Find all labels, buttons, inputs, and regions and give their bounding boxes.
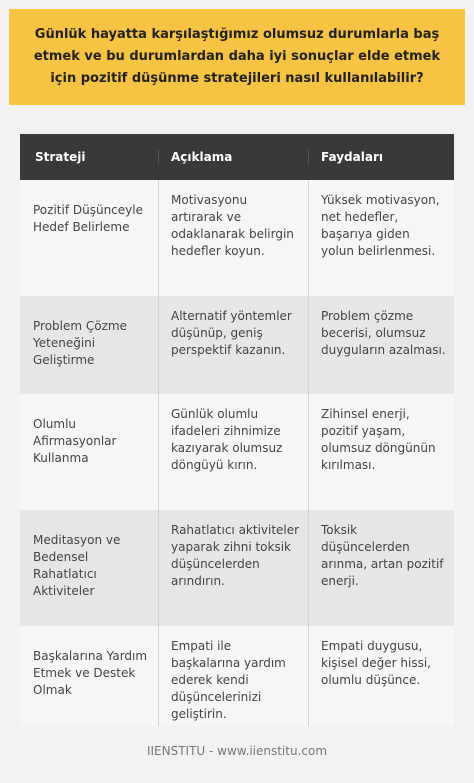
description-cell: Rahatlatıcı aktiviteler yaparak zihni toksik düşüncelerden arındırın. (158, 510, 308, 626)
table-row (20, 394, 454, 510)
table-row (20, 626, 454, 726)
strategy-cell: Problem Çözme Yeteneğini Geliştirme (33, 319, 127, 367)
strategy-cell: Olumlu Afirmasyonlar Kullanma (33, 417, 117, 465)
footer-credit: IIENSTITU - www.iienstitu.com (146, 744, 328, 758)
description-cell: Alternatif yöntemler düşünüp, geniş perspektif kazanın. (158, 296, 308, 394)
benefits-cell: Problem çözme becerisi, olumsuz duyguların azalması. (308, 296, 454, 394)
page-title: Günlük hayatta karşılaştığımız olumsuz durumlarla baş etmek ve bu durumlardan daha iyi sonuçlar elde etmek için pozitif düşünme stratejileri nasıl kullanılabilir? (33, 27, 441, 86)
strategy-cell: Başkalarına Yardım Etmek ve Destek Olmak (33, 649, 148, 697)
benefits-cell: Zihinsel enerji, pozitif yaşam, olumsuz döngünün kırılması. (308, 394, 454, 510)
header-description: Açıklama (158, 150, 308, 164)
header-strategy: Strateji (35, 150, 86, 164)
table-row (20, 510, 454, 626)
benefits-cell: Empati duygusu, kişisel değer hissi, olumlu düşünce. (308, 626, 454, 726)
description-cell: Günlük olumlu ifadeleri zihnimize kazıyarak olumsuz döngüyü kırın. (158, 394, 308, 510)
title-banner (9, 9, 465, 105)
strategy-table (20, 134, 454, 726)
table-row (20, 296, 454, 394)
description-cell: Motivasyonu artırarak ve odaklanarak belirgin hedefler koyun. (158, 180, 308, 296)
benefits-cell: Toksik düşüncelerden arınma, artan pozitif enerji. (308, 510, 454, 626)
benefits-cell: Yüksek motivasyon, net hedefler, başarıya giden yolun belirlenmesi. (308, 180, 454, 296)
table-row (20, 180, 454, 296)
table-header (20, 134, 454, 180)
strategy-cell: Meditasyon ve Bedensel Rahatlatıcı Aktiviteler (33, 533, 121, 598)
header-benefits: Faydaları (308, 150, 454, 164)
description-cell: Empati ile başkalarına yardım ederek kendi düşüncelerinizi geliştirin. (158, 626, 308, 726)
strategy-cell: Pozitif Düşünceyle Hedef Belirleme (33, 203, 143, 234)
